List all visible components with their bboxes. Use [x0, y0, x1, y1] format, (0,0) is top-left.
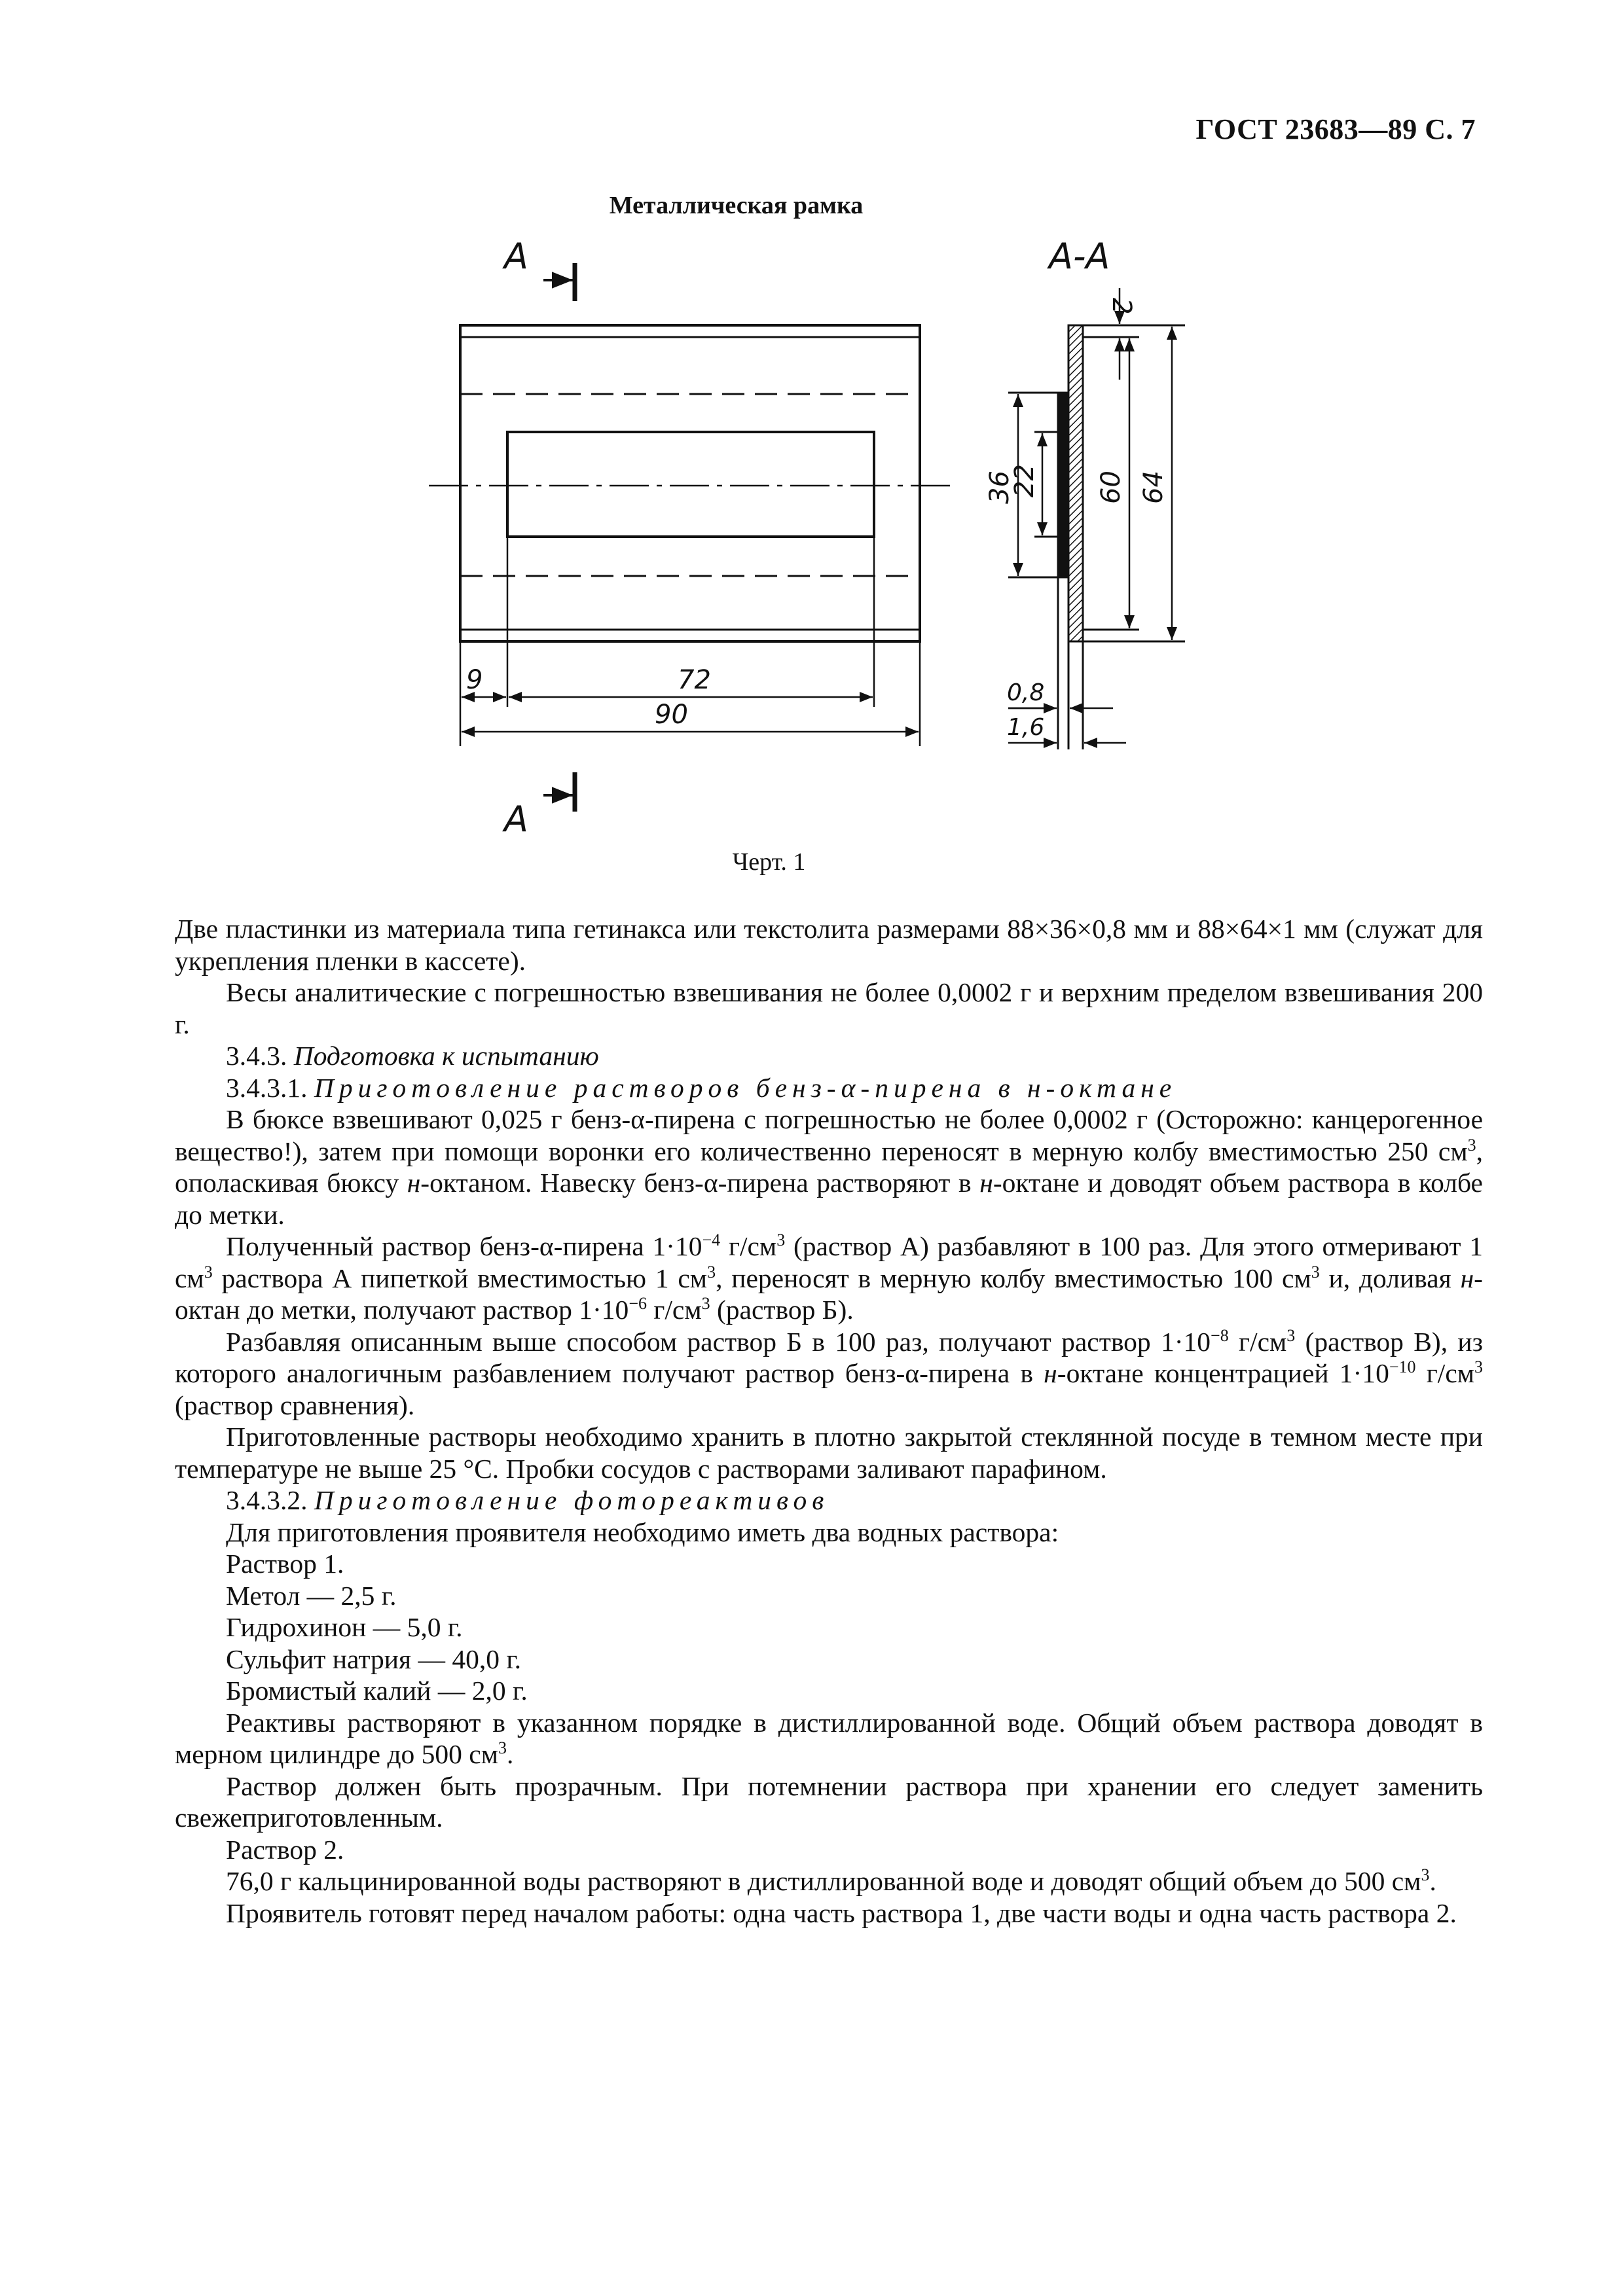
list-item: Раствор 2. — [226, 1834, 344, 1865]
paragraph: Раствор должен быть прозрачным. При потемнении раствора при хранении его следует заменить свежеприготовленным. — [175, 1770, 1483, 1833]
list-item: Бромистый калий — 2,0 г. — [226, 1676, 528, 1706]
body-text — [175, 913, 1483, 1929]
section-dimensions — [1008, 288, 1172, 743]
section-label-bottom: А — [504, 798, 528, 840]
dim-60: 60 — [1096, 471, 1126, 504]
paragraph: Весы аналитические с погрешностью взвешивания не более 0,0002 г и верхним пределом взвешивания 200 г. — [175, 977, 1483, 1039]
figure-title: Металлическая рамка — [609, 192, 864, 219]
dim-90: 90 — [655, 700, 688, 730]
paragraph: Полученный раствор бенз-α-пирена $1\cdot 10^{-4}$ $г/см^3$ (раствор А) разбавляют в 100 раз. Для этого отмеривают 1 $см^3$ раствора А пипеткой вместимостью 1 $см^3$, переносят в мерную колбу вместимостью 100 $см^3$ и, доливая н-октан до метки, получают раствор $1\cdot 10^{-6}$ $г/см^3$ (раствор Б). — [175, 1230, 1484, 1325]
paragraph: Две пластинки из материала типа гетинакса или текстолита размерами 88×36×0,8 мм и 88×64×1 мм (служат для укрепления пленки в кассете). — [175, 914, 1483, 976]
dim-1-6: 1,6 — [1007, 714, 1045, 741]
window-cutout — [507, 432, 874, 537]
paragraph: Проявитель готовят перед началом работы: одна часть раствора 1, две части воды и одна часть раствора 2. — [226, 1897, 1457, 1928]
paragraph: Для приготовления проявителя необходимо иметь два водных раствора: — [226, 1516, 1059, 1547]
list-item: Гидрохинон — 5,0 г. — [226, 1612, 463, 1642]
dim-22: 22 — [1010, 464, 1040, 497]
list-item: Сульфит натрия — 40,0 г. — [226, 1643, 522, 1674]
technical-drawing — [0, 0, 1623, 844]
dim-9: 9 — [466, 665, 483, 695]
dim-2: 2 — [1106, 298, 1137, 315]
frame-outline — [460, 325, 920, 641]
section-marker-bottom — [543, 772, 575, 812]
figure-caption: Черт. 1 — [732, 848, 806, 876]
paragraph: Реактивы растворяют в указанном порядке в дистиллированной воде. Общий объем раствора доводят в мерном цилиндре до 500 $см^3$. — [175, 1707, 1483, 1769]
section-marker-top — [543, 263, 575, 301]
list-item: Метол — 2,5 г. — [226, 1580, 397, 1611]
paragraph: Приготовленные растворы необходимо хранить в плотно закрытой стеклянной посуде в темном месте при температуре не выше 25 °С. Пробки сосудов с растворами заливают парафином. — [175, 1422, 1483, 1484]
dim-0-8: 0,8 — [1007, 679, 1045, 706]
list-item: Раствор 1. — [226, 1549, 344, 1579]
paragraph: В бюксе взвешивают 0,025 г бенз-α-пирена с погрешностью не более 0,0002 г (Осторожно: канцерогенное вещество!), затем при помощи воронки его количественно переносят в мерную колбу вместимостью 250 $см^3$, ополаскивая бюксу н-октаном. Навеску бенз-α-пирена растворяют в н-октане и доводят объем раствора в колбе до метки. — [175, 1104, 1483, 1230]
page-header: ГОСТ 23683—89 С. 7 — [1195, 113, 1476, 145]
dim-64: 64 — [1139, 471, 1169, 504]
dim-72: 72 — [678, 665, 711, 695]
paragraph: Разбавляя описанным выше способом раствор Б в 100 раз, получают раствор $1\cdot 10^{-8}$ $г/см^3$ (раствор В), из которого аналогичным разбавлением получают раствор бенз-α-пирена в н-октане концентрацией $1\cdot 10^{-10}$ $г/см^3$ (раствор сравнения). — [175, 1325, 1484, 1420]
section-heading: 3.4.3.1. Приготовление растворов бенз-α-пирена в н-октане — [226, 1072, 1177, 1103]
paragraph: 76,0 г кальцинированной воды растворяют в дистиллированной воде и доводят общий объем до 500 $см^3$. — [226, 1865, 1436, 1896]
section-view-label: А-А — [1049, 236, 1110, 277]
section-label-top: А — [504, 236, 528, 277]
dim-36: 36 — [985, 471, 1015, 504]
section-heading: 3.4.3. Подготовка к испытанию — [226, 1041, 599, 1071]
section-heading: 3.4.3.2. Приготовление фотореактивов — [226, 1485, 830, 1515]
